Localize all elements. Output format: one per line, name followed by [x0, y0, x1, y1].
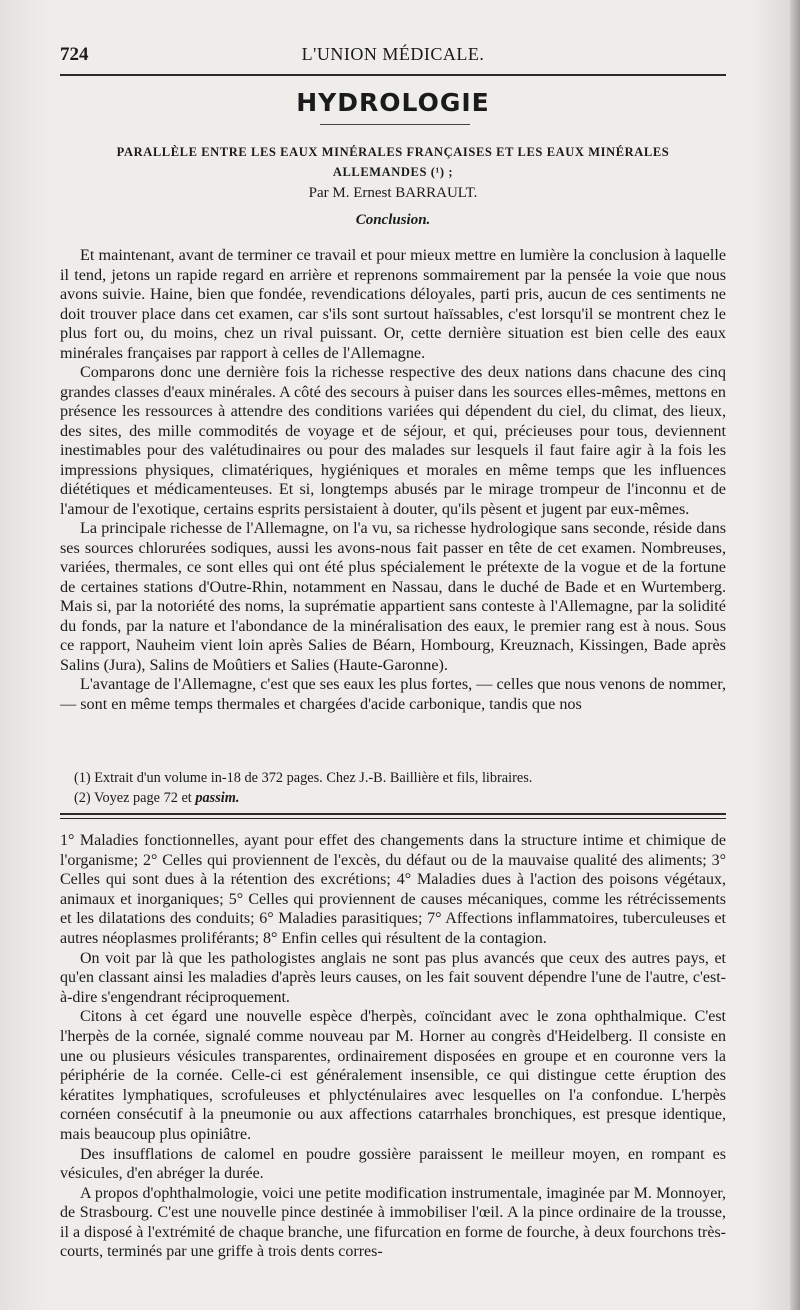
footnote-2-text: (2) Voyez page 72 et [74, 790, 196, 806]
paragraph: 1° Maladies fonctionnelles, ayant pour effet des changements dans la structure intime et chimique de l'organisme; 2° Celles qui proviennent de l'excès, du défaut ou de la mauvaise qualité des aliments; 3° Celles qui sont dues à la rétention des excrétions; 4° Maladies dues à l'action des poisons végétaux, animaux et inorganiques; 5° Celles qui proviennent de causes mécaniques, comme les rétrécissements et les dilatations des conduits; 6° Maladies parasitiques; 7° Affections inflammatoires, tuberculeuses et autres néoplasmes proliférants; 8° Enfin celles qui résultent de la contagion. [60, 832, 726, 947]
paragraph: Comparons donc une dernière fois la richesse respective des deux nations dans chacune des cinq grandes classes d'eaux minérales. A côté des secours à puiser dans les sources elles-mêmes, mettons en présence les ressources à attendre des conditions variées qui dépendent du ciel, du climat, des lieux, des sites, des mille commodités de voyage et de séjour, et qui, précieuses pour tous, deviennent inestimables pour des valétudinaires ou pour des malades sur lesquels il faut faire agir à la fois les impressions physiques, climatériques, hygiéniques et morales en même temps que les influences diététiques et médicamenteuses. Et si, longtemps abusés par le mirage trompeur de l'inconnu et de l'amour de l'exotique, certains esprits persistaient à douter, qu'ils pèsent et jugent par eux-mêmes. [60, 363, 726, 518]
section-title: HYDROLOGIE [296, 88, 490, 117]
footnotes [74, 768, 724, 808]
section-title-underline [320, 124, 470, 125]
footnote-2-emphasis: passim. [195, 790, 240, 806]
header-rule [60, 74, 726, 76]
running-title: L'UNION MÉDICALE. [301, 44, 485, 64]
paragraph: Citons à cet égard une nouvelle espèce d'herpès, coïncidant avec le zona ophthalmique. C'est l'herpès de la cornée, signalé comme nouveau par M. Horner au congrès d'Heidelberg. Il consiste en une ou plusieurs vésicules transparentes, ordinairement disposées en groupe et en couronne vers la périphérie de la cornée. Celle-ci est généralement insensible, ce qui distingue cette éruption des kératites lymphatiques, scrofuleuses et phlycténulaires avec lesquelles on l'a confondue. L'herpès cornéen consécutif à la pneumonie ou aux affections catarrhales bronchiques, est presque identique, mais beaucoup plus opiniâtre. [60, 1008, 726, 1143]
page-number: 724 [60, 44, 89, 65]
paragraph: Et maintenant, avant de terminer ce travail et pour mieux mettre en lumière la conclusion à laquelle il tend, jetons un rapide regard en arrière et reprenons sommairement par la pensée la voie que nous avons suivie. Haine, bien que fondée, revendications déloyales, parti pris, aucun de ces sentiments ne doit trouver place dans cet examen, car s'ils sont surtout haïssables, c'est lorsqu'il se montrent chez le plus fort ou, du moins, chez un rival puissant. Or, cette dernière situation est bien celle des eaux minérales françaises par rapport à celles de l'Allemagne. [60, 246, 726, 362]
footnote-1: (1) Extrait d'un volume in-18 de 372 pages. Chez J.-B. Baillière et fils, libraires. [74, 770, 533, 786]
paragraph: L'avantage de l'Allemagne, c'est que ses eaux les plus fortes, — celles que nous venons de nommer, — sont en même temps thermales et chargées d'acide carbonique, tandis que nos [60, 675, 726, 713]
paragraph: On voit par là que les pathologistes anglais ne sont pas plus avancés que ceux des autres pays, et qu'en classant ainsi les maladies d'après leurs causes, on les fait souvent dépendre l'une de l'autre, c'est-à-dire s'engendrant réciproquement. [60, 949, 726, 1006]
paragraph: A propos d'ophthalmologie, voici une petite modification instrumentale, imaginée par M. Monnoyer, de Strasbourg. C'est une nouvelle pince destinée à immobiliser l'œil. A la pince ordinaire de la trousse, il a disposé à l'extrémité de chaque branche, une fifurcation en forme de fourche, à deux fourchons très-courts, terminés par une griffe à trois dents corres- [60, 1184, 726, 1261]
page-header [60, 44, 726, 70]
article-subheading: Conclusion. [355, 212, 431, 228]
paragraph: Des insufflations de calomel en poudre gossière paraissent le meilleur moyen, en rompant es vésicules, d'en abréger la durée. [60, 1145, 726, 1183]
article-title-line-2: ALLEMANDES (¹) ; [332, 165, 454, 179]
article-author: Par M. Ernest BARRAULT. [308, 185, 478, 201]
article-body [60, 246, 726, 714]
page-edge-shadow [790, 0, 800, 1310]
article-title-line-1: PARALLÈLE ENTRE LES EAUX MINÉRALES FRANÇAISES ET LES EAUX MINÉRALES [116, 145, 670, 159]
feuilleton-separator-rule [60, 813, 726, 819]
article-title [60, 142, 726, 182]
footnote-2 [74, 788, 724, 808]
feuilleton-body [60, 831, 726, 1262]
paragraph: La principale richesse de l'Allemagne, on l'a vu, sa richesse hydrologique sans seconde, réside dans ses sources chlorurées sodiques, aussi les avons-nous fait passer en tête de cet examen. Nombreuses, variées, thermales, ce sont elles qui ont été plus spécialement le prétexte de la vogue et de la fortune de certaines stations d'Outre-Rhin, notamment en Nassau, dans le duché de Bade et en Wurtemberg. Mais si, par la notoriété des noms, la suprématie appartient sans conteste à l'Allemagne, par la solidité du fonds, par la nature et l'abondance de la minéralisation des eaux, le premier rang est à nous. Sous ce rapport, Nauheim vient loin après Salies de Béarn, Hombourg, Kreuznach, Kissingen, Bade après Salins (Jura), Salins de Moûtiers et Salies (Haute-Garonne). [60, 519, 726, 674]
